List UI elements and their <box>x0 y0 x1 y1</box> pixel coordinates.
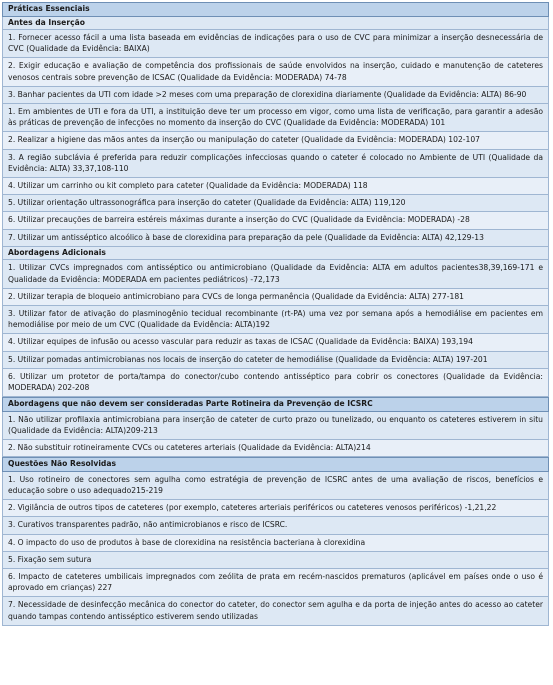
subsection-heading: Antes da Inserção <box>2 17 549 31</box>
table-row: 3. Banhar pacientes da UTI com idade >2 meses com uma preparação de clorexidina diariamente (Qualidade da Evidência: ALTA) 86-90 <box>2 87 549 104</box>
table-row: 2. Utilizar terapia de bloqueio antimicrobiano para CVCs de longa permanência (Qualidade da Evidência: ALTA) 277-181 <box>2 289 549 306</box>
table-row: 3. Curativos transparentes padrão, não antimicrobianos e risco de ICSRC. <box>2 517 549 534</box>
table-row: 5. Utilizar orientação ultrassonográfica para inserção do cateter (Qualidade da Evidência: ALTA) 119,120 <box>2 195 549 212</box>
table-section <box>2 457 549 626</box>
table-row: 5. Utilizar pomadas antimicrobianas nos locais de inserção do cateter de hemodiálise (Qualidade da Evidência: ALTA) 197-201 <box>2 352 549 369</box>
table-row: 2. Não substituir rotineiramente CVCs ou cateteres arteriais (Qualidade da Evidência: ALTA)214 <box>2 440 549 457</box>
table-row: 6. Utilizar um protetor de porta/tampa do conector/cubo contendo antisséptico para cobrir os conectores (Qualidade da Evidência: MODERADA) 202-208 <box>2 369 549 397</box>
table-row: 1. Não utilizar profilaxia antimicrobiana para inserção de cateter de curto prazo ou tunelizado, ou enquanto os cateteres estiverem in situ (Qualidade da Evidência: ALTA)209-213 <box>2 412 549 440</box>
subsection-heading: Abordagens Adicionais <box>2 247 549 261</box>
section-header: Abordagens que não devem ser consideradas Parte Rotineira da Prevenção de ICSRC <box>2 397 549 412</box>
table-row: 6. Utilizar precauções de barreira estéreis máximas durante a inserção do CVC (Qualidade da Evidência: MODERADA) -28 <box>2 212 549 229</box>
table-row: 2. Vigilância de outros tipos de cateteres (por exemplo, cateteres arteriais periféricos ou cateteres venosos periféricos) -1,21,22 <box>2 500 549 517</box>
table-row: 2. Exigir educação e avaliação de competência dos profissionais de saúde envolvidos na inserção, cuidado e manutenção de cateteres venosos centrais sobre prevenção de ICSAC (Qualidade da Evidência: MODERADA) 74-78 <box>2 58 549 86</box>
table-row: 4. Utilizar equipes de infusão ou acesso vascular para reduzir as taxas de ICSAC (Qualidade da Evidência: BAIXA) 193,194 <box>2 334 549 351</box>
table-row: 1. Em ambientes de UTI e fora da UTI, a instituição deve ter um processo em vigor, como uma lista de verificação, para garantir a adesão às práticas de prevenção de infecções no momento da inserção do CVC (Qualidade da Evidência: MODERADA) 101 <box>2 104 549 132</box>
table-row: 4. O impacto do uso de produtos à base de clorexidina na resistência bacteriana à clorexidina <box>2 535 549 552</box>
table-row: 7. Utilizar um antisséptico alcoólico à base de clorexidina para preparação da pele (Qualidade da Evidência: ALTA) 42,129-13 <box>2 230 549 247</box>
table-row: 7. Necessidade de desinfecção mecânica do conector do cateter, do conector sem agulha e da porta de injeção antes do acesso ao cateter quando tampas contendo antisséptico estiverem sendo utilizadas <box>2 597 549 625</box>
table-row: 5. Fixação sem sutura <box>2 552 549 569</box>
section-header: Práticas Essenciais <box>2 2 549 17</box>
table-section <box>2 397 549 457</box>
section-header: Questões Não Resolvidas <box>2 457 549 472</box>
guideline-table <box>2 2 549 626</box>
table-row: 4. Utilizar um carrinho ou kit completo para cateter (Qualidade da Evidência: MODERADA) 118 <box>2 178 549 195</box>
table-section <box>2 2 549 397</box>
table-row: 3. Utilizar fator de ativação do plasminogênio tecidual recombinante (rt-PA) uma vez por semana após a hemodiálise em pacientes em hemodiálise por meio de um CVC (Qualidade da Evidência: ALTA)192 <box>2 306 549 334</box>
table-row: 1. Uso rotineiro de conectores sem agulha como estratégia de prevenção de ICSRC antes de uma avaliação de riscos, benefícios e educação sobre o uso adequado215-219 <box>2 472 549 500</box>
table-row: 1. Fornecer acesso fácil a uma lista baseada em evidências de indicações para o uso de CVC para minimizar a inserção desnecessária de CVC (Qualidade da Evidência: BAIXA) <box>2 30 549 58</box>
table-row: 3. A região subclávia é preferida para reduzir complicações infecciosas quando o cateter é colocado no Ambiente de UTI (Qualidade da Evidência: ALTA) 33,37,108-110 <box>2 150 549 178</box>
table-row: 1. Utilizar CVCs impregnados com antisséptico ou antimicrobiano (Qualidade da Evidência: ALTA em adultos pacientes38,39,169-171 e Qualidade da Evidência: MODERADA em pacientes pediátricos) -72,173 <box>2 260 549 288</box>
table-row: 6. Impacto de cateteres umbilicais impregnados com zeólita de prata em recém-nascidos prematuros (aplicável em países onde o uso é aprovado em crianças) 227 <box>2 569 549 597</box>
table-row: 2. Realizar a higiene das mãos antes da inserção ou manipulação do cateter (Qualidade da Evidência: MODERADA) 102-107 <box>2 132 549 149</box>
